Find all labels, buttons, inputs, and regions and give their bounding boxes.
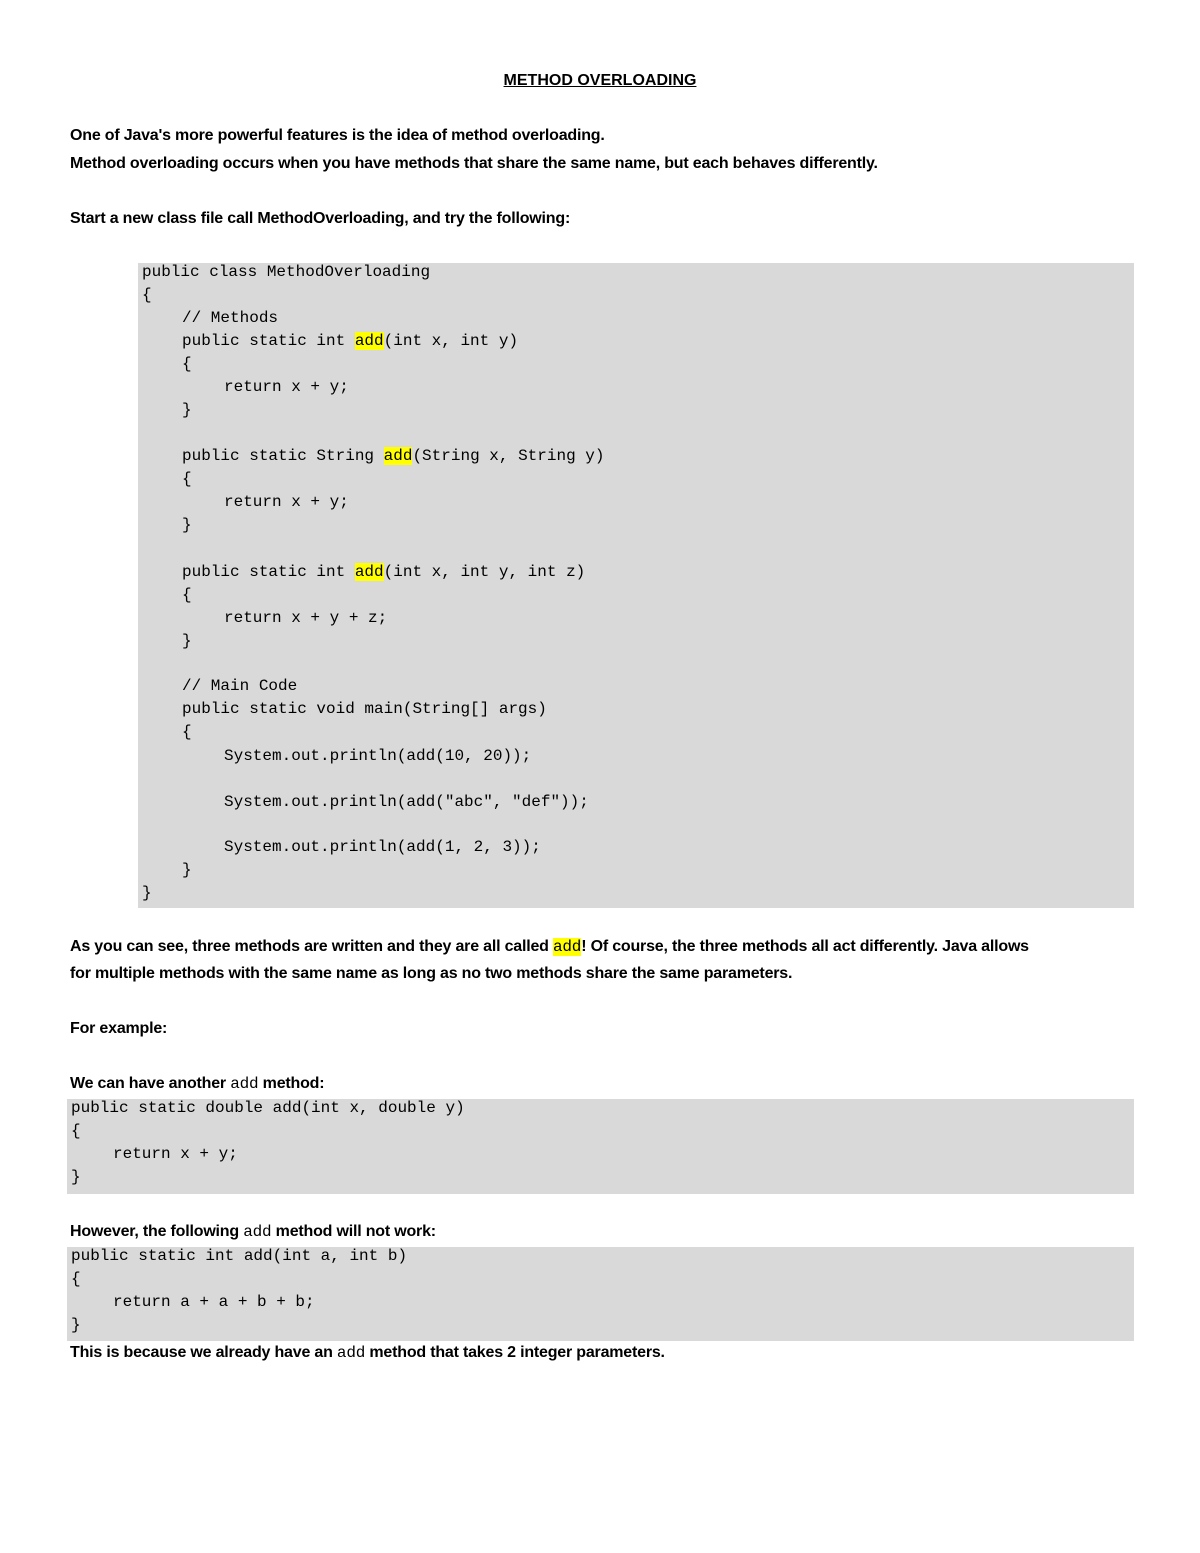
code-line: }	[182, 632, 192, 650]
example2-intro	[70, 1223, 436, 1241]
highlighted-add: add	[383, 447, 413, 465]
code-line: return a + a + b + b;	[113, 1293, 315, 1311]
code-line: {	[142, 286, 152, 304]
code-line: {	[71, 1270, 81, 1288]
code-line: }	[142, 884, 152, 902]
code-line: public static int add(int a, int b)	[71, 1247, 408, 1265]
code-line: public static void main(String[] args)	[182, 700, 547, 718]
code-line: }	[71, 1316, 81, 1334]
code-line: System.out.println(add(10, 20));	[224, 747, 532, 765]
example2-code-block	[67, 1247, 1134, 1341]
code-line: }	[182, 516, 192, 534]
code-line: {	[182, 470, 192, 488]
conclusion-part: This is because we already have an	[70, 1344, 337, 1361]
code-text: (String x, String y)	[412, 447, 605, 465]
explanation-text: ! Of course, the three methods all act differently. Java allows	[581, 938, 1029, 955]
intro-line-1: One of Java's more powerful features is the idea of method overloading.	[70, 127, 605, 144]
conclusion-part: method that takes 2 integer parameters.	[365, 1344, 665, 1361]
code-line: return x + y + z;	[224, 609, 388, 627]
code-line: }	[182, 401, 192, 419]
example-text: method will not work:	[271, 1223, 436, 1240]
highlighted-add: add	[354, 563, 384, 581]
example1-code-block	[67, 1099, 1134, 1194]
inline-code: add	[336, 1344, 366, 1362]
instruction-text: Start a new class file call MethodOverloading, and try the following:	[70, 210, 571, 227]
code-line	[182, 332, 518, 350]
code-line: {	[182, 355, 192, 373]
example-text: We can have another	[70, 1075, 231, 1092]
code-line: }	[182, 861, 192, 879]
highlighted-add: add	[354, 332, 384, 350]
code-text: (int x, int y)	[383, 332, 519, 350]
explanation-line-1	[70, 938, 1029, 956]
code-line	[182, 563, 585, 581]
code-line: return x + y;	[224, 493, 349, 511]
code-line: System.out.println(add("abc", "def"));	[224, 793, 589, 811]
code-line: }	[71, 1168, 81, 1186]
page-title: METHOD OVERLOADING	[503, 72, 697, 89]
code-line: System.out.println(add(1, 2, 3));	[224, 838, 541, 856]
for-example-label: For example:	[70, 1020, 168, 1037]
code-line: {	[182, 723, 192, 741]
code-line: public static double add(int x, double y)	[71, 1099, 465, 1117]
explanation-text: As you can see, three methods are written and they are all called	[70, 938, 553, 955]
explanation-line-2: for multiple methods with the same name as long as no two methods share the same parameters.	[70, 965, 793, 982]
code-line: public class MethodOverloading	[142, 263, 431, 281]
main-code-block	[138, 263, 1134, 908]
conclusion-text	[70, 1344, 665, 1362]
code-text: (int x, int y, int z)	[383, 563, 586, 581]
code-line	[182, 447, 604, 465]
code-line: return x + y;	[113, 1145, 238, 1163]
code-comment: // Methods	[182, 309, 279, 327]
example-text: method:	[258, 1075, 325, 1092]
intro-line-2: Method overloading occurs when you have methods that share the same name, but each behaves differently.	[70, 155, 878, 172]
code-text: public static int	[182, 563, 355, 581]
code-text: public static int	[182, 332, 355, 350]
code-line: {	[71, 1122, 81, 1140]
code-line: {	[182, 586, 192, 604]
example1-intro	[70, 1075, 324, 1093]
inline-code: add	[230, 1075, 259, 1093]
example-text: However, the following	[70, 1223, 244, 1240]
code-text: public static String	[182, 447, 384, 465]
code-line: return x + y;	[224, 378, 349, 396]
highlighted-add: add	[552, 938, 582, 956]
inline-code: add	[243, 1223, 272, 1241]
code-comment: // Main Code	[182, 677, 298, 695]
